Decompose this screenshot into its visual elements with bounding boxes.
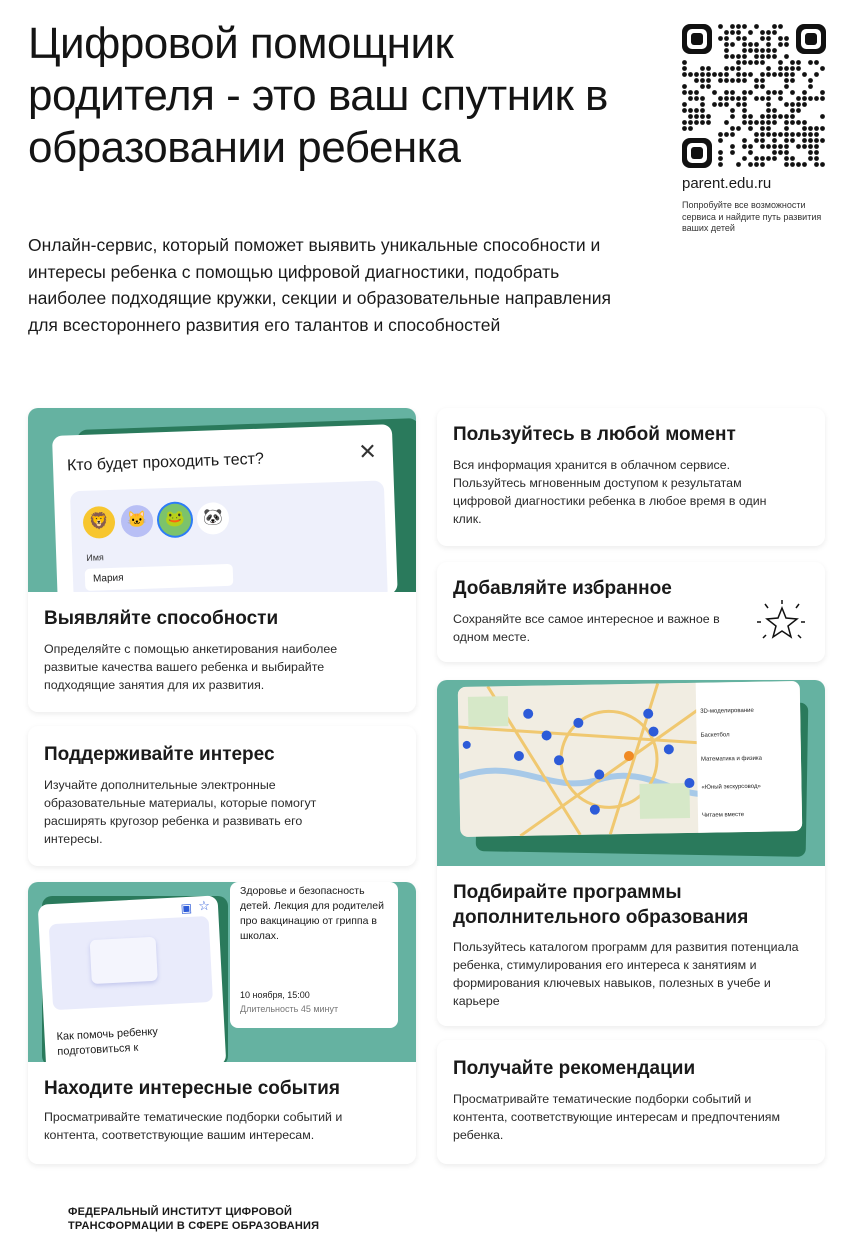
service-url[interactable]: parent.edu.ru: [682, 175, 772, 192]
card-title: Поддерживайте интерес: [44, 744, 275, 765]
qr-note: Попробуйте все возможности сервиса и найдите путь развития ваших детей: [682, 200, 822, 233]
list-item[interactable]: 3D-моделирование: [700, 707, 754, 715]
test-question: Кто будет проходить тест?: [66, 450, 265, 475]
event-description: Здоровье и безопасность детей. Лекция для родителей про вакцинацию от гриппа в школах.: [240, 885, 384, 942]
list-item[interactable]: «Юный экскурсовод»: [701, 783, 761, 791]
card-title: Пользуйтесь в любой момент: [453, 424, 736, 445]
frog-avatar-icon[interactable]: 🐸: [158, 503, 191, 536]
event-card-right: [230, 882, 398, 1028]
name-field[interactable]: Мария: [85, 564, 234, 591]
card-title: Выявляйте способности: [44, 608, 279, 629]
card-anytime: [437, 408, 825, 546]
star-outline-icon[interactable]: ☆: [197, 897, 211, 914]
page-title: Цифровой помощник родителя - это ваш спутник в образовании ребенка: [28, 19, 608, 172]
bookmark-icon[interactable]: ▣: [180, 900, 193, 916]
laptop-icon: [90, 937, 158, 984]
sparkle-star-icon: [755, 598, 809, 644]
list-item[interactable]: Баскетбол: [700, 732, 730, 739]
card-programs: [437, 680, 825, 1026]
card-text: Изучайте дополнительные электронные образовательные материалы, которые помогут расширять кругозор ребенка и развивать его интересы.: [44, 778, 317, 846]
card-text: Вся информация хранится в облачном сервисе. Пользуйтесь мгновенным доступом к результатам цифровой диагностики ребенка в любое время в один клик.: [453, 458, 767, 526]
event-illustration: [49, 916, 213, 1010]
card-text: Просматривайте тематические подборки событий и контента, соответствующие интересам и предпочтениям ребенка.: [453, 1092, 781, 1142]
cat-avatar-icon[interactable]: 🐱: [120, 505, 153, 538]
card-text: Пользуйтесь каталогом программ для развития потенциала ребенка, стимулирования его интереса к занятиям и формирования ключевых навыков, полезных в учебе и карьере: [453, 940, 799, 1008]
card-interest: [28, 726, 416, 866]
card-text: Определяйте с помощью анкетирования наиболее развитые качества вашего ребенка и выбирайте подходящие занятия для их развития.: [44, 642, 338, 692]
card-title: Добавляйте избранное: [453, 578, 672, 599]
event-date: 10 ноября, 15:00: [240, 990, 310, 1000]
event-caption: Как помочь ребенку подготовиться к: [56, 1025, 159, 1058]
close-icon[interactable]: ✕: [357, 438, 378, 465]
qr-code-image[interactable]: [680, 22, 828, 170]
test-dialog: [52, 424, 398, 606]
event-card-left: [38, 895, 227, 1074]
card-recommendations: [437, 1040, 825, 1164]
card-text: Сохраняйте все самое интересное и важное в одном месте.: [453, 612, 720, 644]
list-item[interactable]: Математика и физика: [700, 755, 763, 763]
organization-name: ФЕДЕРАЛЬНЫЙ ИНСТИТУТ ЦИФРОВОЙ ТРАНСФОРМАЦИИ В СФЕРЕ ОБРАЗОВАНИЯ: [68, 1206, 320, 1232]
card-abilities: [28, 408, 416, 712]
map-results-list: [696, 681, 803, 833]
name-label: Имя: [86, 552, 104, 563]
panda-avatar-icon[interactable]: 🐼: [196, 502, 229, 535]
card-text: Просматривайте тематические подборки событий и контента, соответствующие вашим интересам.: [44, 1110, 343, 1142]
card-favorites: [437, 562, 825, 662]
lion-avatar-icon[interactable]: 🦁: [82, 506, 115, 539]
intro-text: Онлайн-сервис, который поможет выявить уникальные способности и интересы ребенка с помощью цифровой диагностики, подобрать наиболее подходящие кружки, секции и образовательные направления для всестороннего развития его талантов и способностей: [28, 235, 611, 335]
card-title: Находите интересные события: [44, 1078, 340, 1099]
map-panel[interactable]: [458, 681, 803, 837]
card-title: Получайте рекомендации: [453, 1058, 696, 1079]
list-item[interactable]: Читаем вместе: [701, 812, 745, 819]
card-events: [28, 882, 416, 1164]
event-duration: Длительность 45 минут: [240, 1004, 339, 1014]
card-title: Подбирайте программы дополнительного образования: [453, 882, 749, 928]
